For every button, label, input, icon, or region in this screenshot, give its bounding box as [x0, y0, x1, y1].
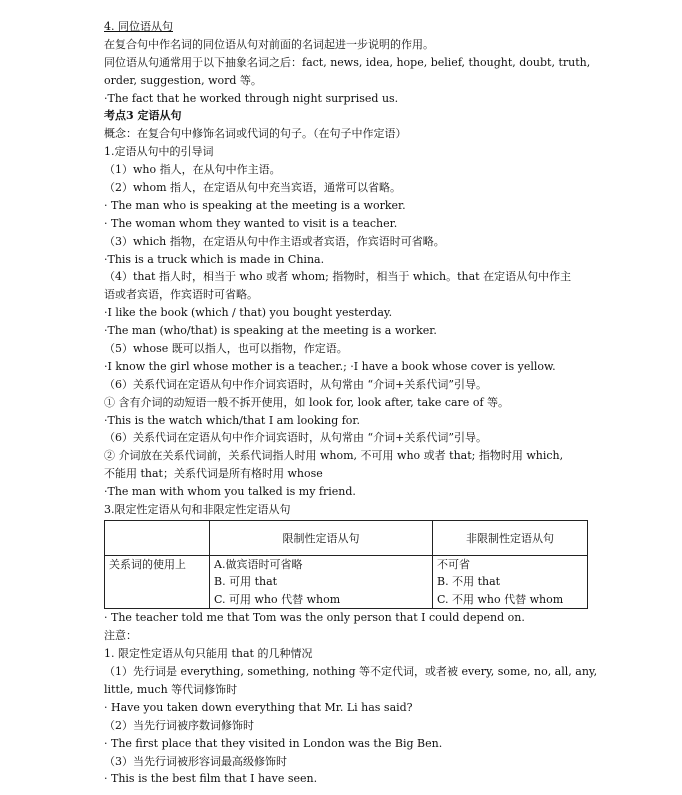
cell-line: B. 不用 that — [437, 575, 501, 589]
text-line: 考点3 定语从句 — [104, 109, 182, 123]
cell-line: B. 可用 that — [214, 575, 278, 589]
table-cell-non-restrictive — [433, 555, 588, 609]
text-line: 1.定语从句中的引导词 — [104, 145, 214, 159]
text-line: 语或者宾语，作宾语时可省略。 — [104, 288, 258, 302]
text-line: （1）先行词是 everything, something, nothing 等不定代词，或者被 every, some, no, all, any, — [104, 665, 598, 679]
comparison-table — [104, 520, 588, 610]
text-line: ·This is a truck which is made in China. — [104, 252, 325, 266]
text-line: 注意： — [104, 629, 137, 643]
text-line: （3）当先行词被形容词最高级修饰时 — [104, 754, 287, 768]
text-line: 同位语从句通常用于以下抽象名词之后：fact, news, idea, hope, belief, thought, doubt, truth, — [104, 55, 591, 69]
text-line: ·The man (who/that) is speaking at the meeting is a worker. — [104, 324, 437, 338]
table-header-restrictive: 限制性定语从句 — [210, 520, 433, 555]
text-line: · Have you taken down everything that Mr. Li has said? — [104, 700, 413, 714]
table-header-row — [105, 520, 588, 555]
text-line: （1）who 指人，在从句中作主语。 — [104, 163, 281, 177]
table-header-empty — [105, 520, 210, 555]
top-section — [104, 18, 591, 519]
text-line: 在复合句中作名词的同位语从句对前面的名词起进一步说明的作用。 — [104, 37, 434, 51]
row-label-text: 关系词的使用上 — [109, 557, 186, 571]
text-line: （2）当先行词被序数词修饰时 — [104, 718, 254, 732]
text-line: 1. 限定性定语从句只能用 that 的几种情况 — [104, 647, 313, 661]
text-line: ·The man with whom you talked is my friend. — [104, 485, 356, 499]
table-row-label — [105, 555, 210, 609]
text-line: ② 介词放在关系代词前，关系代词指人时用 whom, 不可用 who 或者 that; 指物时用 which, — [104, 449, 564, 463]
cell-line: 不可省 — [437, 557, 470, 571]
text-line: 4. 同位语从句 — [104, 20, 173, 33]
text-line: （2）whom 指人，在定语从句中充当宾语，通常可以省略。 — [104, 181, 402, 195]
text-line: ① 含有介词的动短语一般不拆开使用，如 look for, look after, take care of 等。 — [104, 395, 510, 409]
cell-line: C. 可用 who 代替 whom — [214, 592, 341, 606]
text-line: · The woman whom they wanted to visit is a teacher. — [104, 216, 398, 230]
text-line: ·The fact that he worked through night surprised us. — [104, 91, 399, 105]
text-line: 不能用 that；关系代词是所有格时用 whose — [104, 467, 323, 481]
text-line: · The teacher told me that Tom was the only person that I could depend on. — [104, 611, 525, 625]
text-line: （5）whose 既可以指人，也可以指物，作定语。 — [104, 342, 348, 356]
text-line: ·I like the book (which / that) you bought yesterday. — [104, 306, 393, 320]
text-line: · The first place that they visited in London was the Big Ben. — [104, 736, 443, 750]
table-cell-restrictive — [210, 555, 433, 609]
text-line: · The man who is speaking at the meeting is a worker. — [104, 198, 406, 212]
text-line: （6）关系代词在定语从句中作介词宾语时，从句常由 “介词+关系代词”引导。 — [104, 377, 487, 391]
text-line: ·I know the girl whose mother is a teacher.; ·I have a book whose cover is yellow. — [104, 359, 556, 373]
text-line: （4）that 指人时，相当于 who 或者 whom; 指物时，相当于 which。that 在定语从句中作主 — [104, 270, 572, 284]
text-line: （6）关系代词在定语从句中作介词宾语时，从句常由 “介词+关系代词”引导。 — [104, 431, 487, 445]
text-line: 概念：在复合句中修饰名词或代词的句子。（在句子中作定语） — [104, 127, 407, 141]
cell-line: A.做宾语时可省略 — [214, 557, 303, 571]
table-header-non-restrictive: 非限制性定语从句 — [433, 520, 588, 555]
text-line: （3）which 指物，在定语从句中作主语或者宾语，作宾语时可省略。 — [104, 234, 445, 248]
text-line: order, suggestion, word 等。 — [104, 73, 262, 87]
text-line: · This is the best film that I have seen. — [104, 772, 318, 786]
document-page — [104, 18, 598, 788]
text-line: ·This is the watch which/that I am looking for. — [104, 413, 360, 427]
text-line: 3.限定性定语从句和非限定性定语从句 — [104, 503, 291, 517]
bottom-section — [104, 609, 598, 788]
table-row — [105, 555, 588, 609]
text-line: little, much 等代词修饰时 — [104, 683, 238, 696]
cell-line: C. 不用 who 代替 whom — [437, 592, 564, 606]
